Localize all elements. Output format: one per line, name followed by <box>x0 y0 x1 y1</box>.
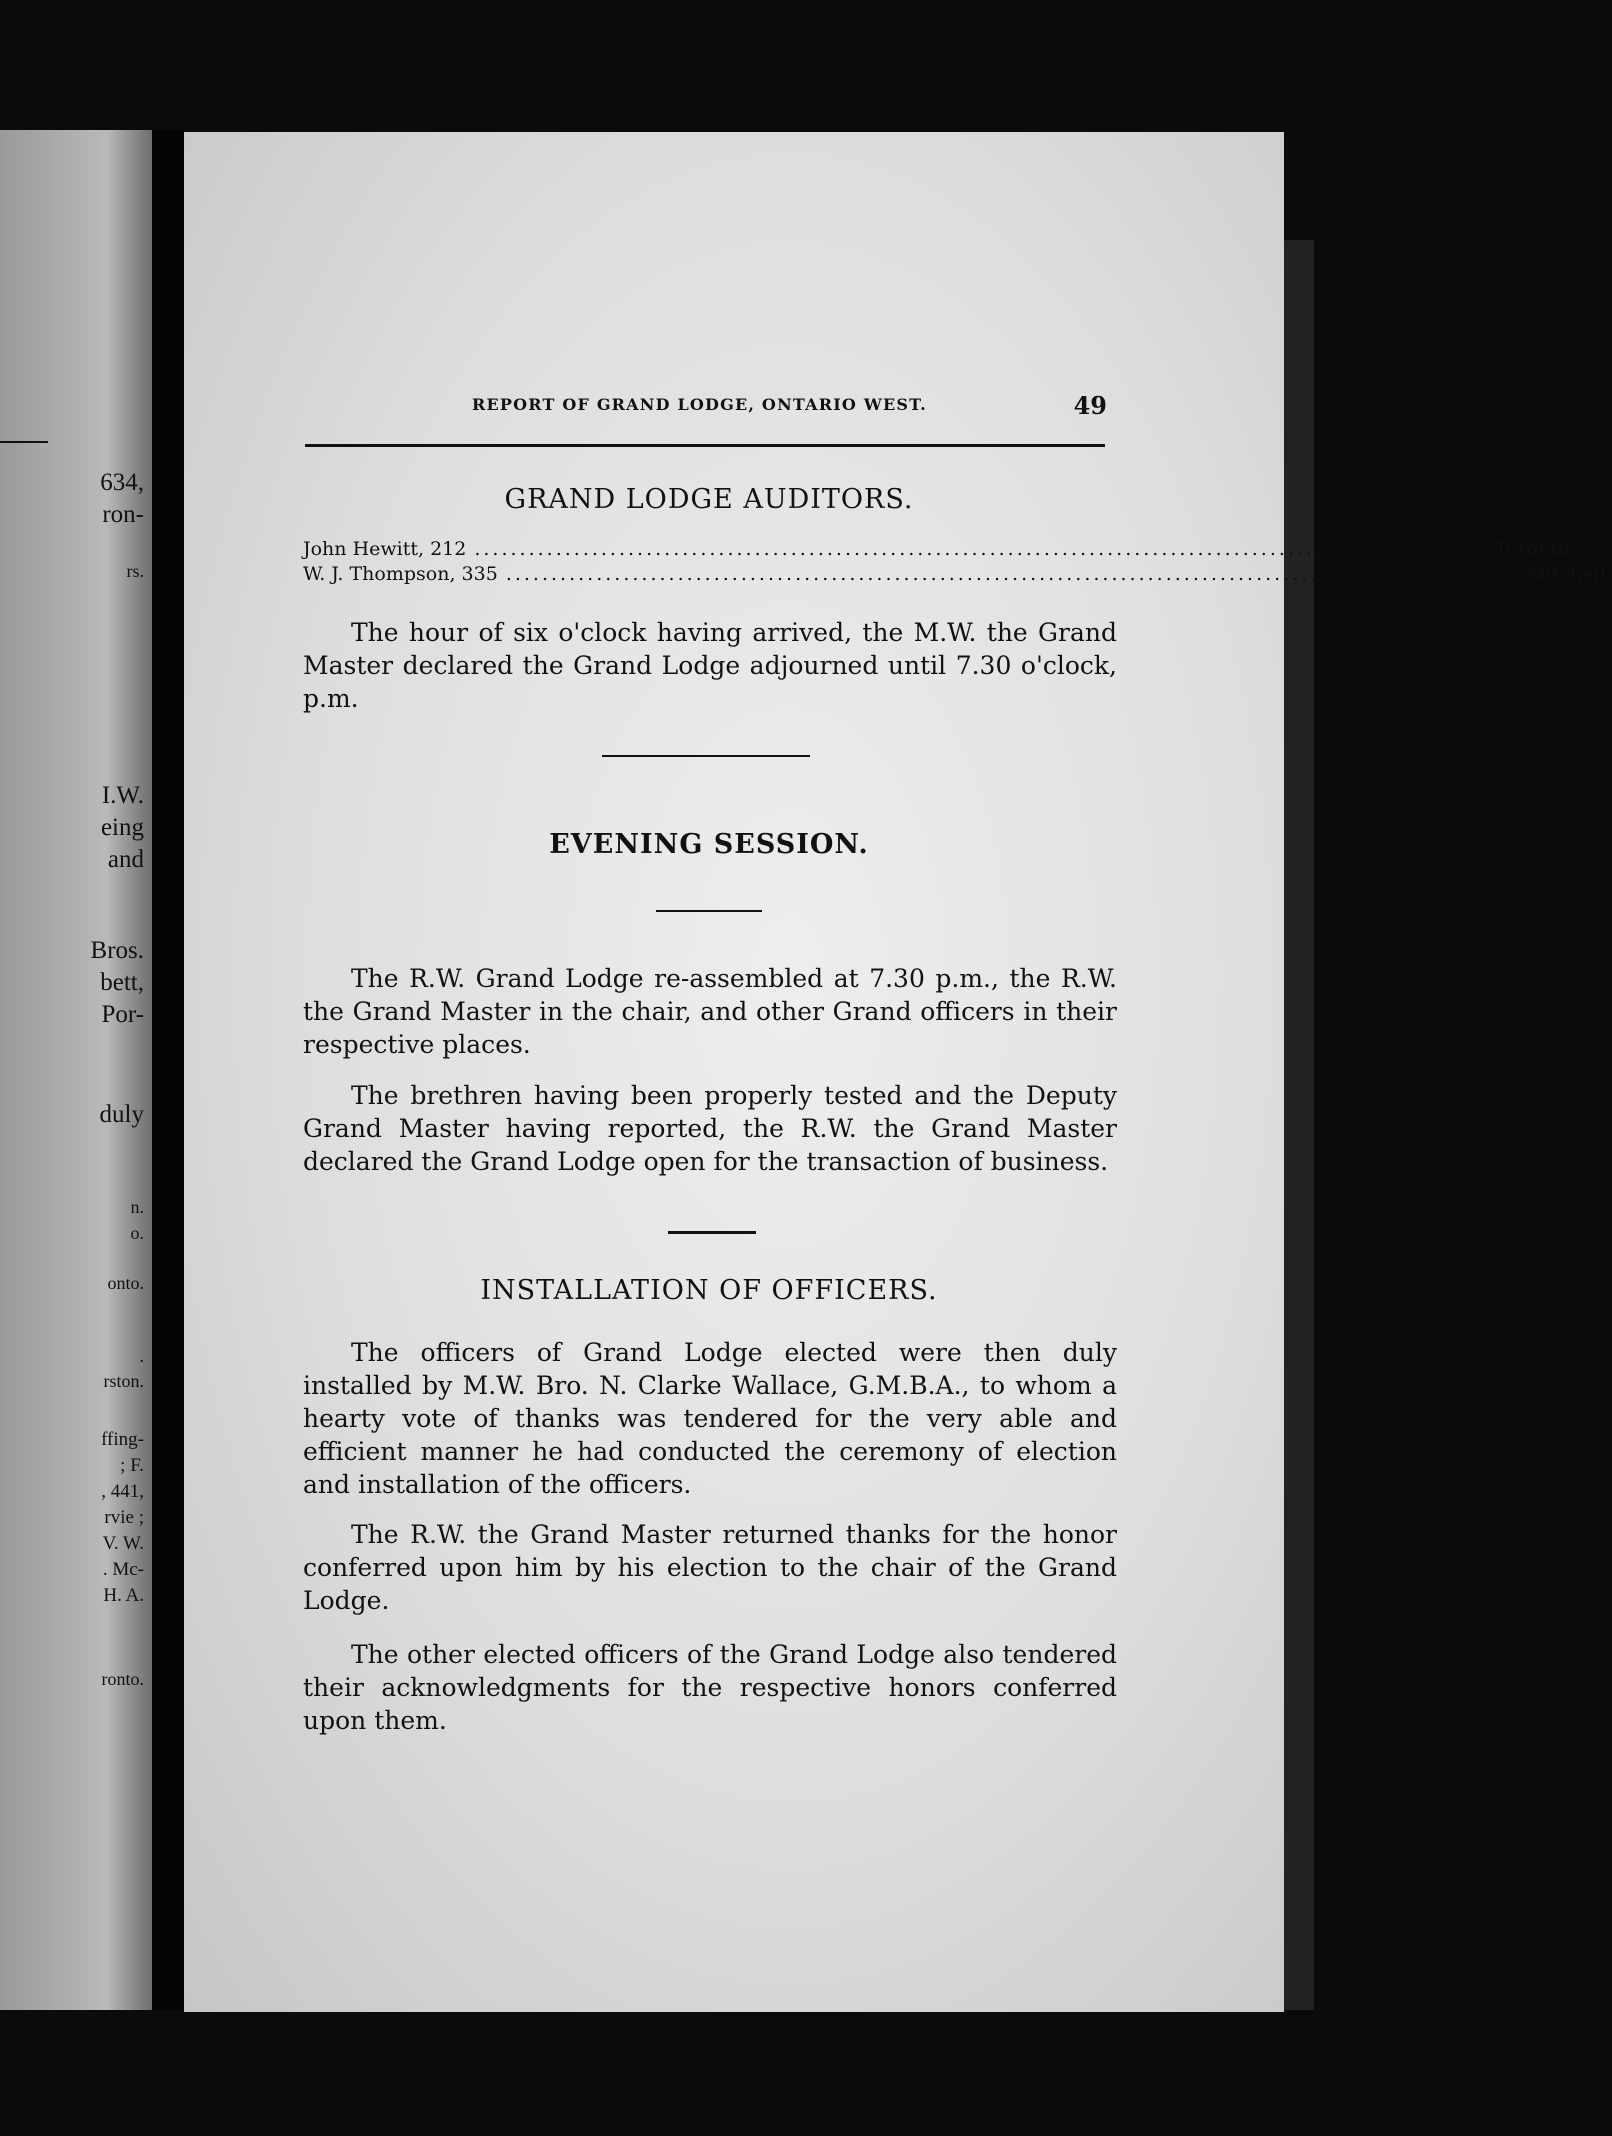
left-page-fragment: ffing- <box>101 1429 144 1450</box>
auditors-heading: GRAND LODGE AUDITORS. <box>504 484 914 515</box>
left-page-fragment: ron- <box>102 501 144 528</box>
auditor-row <box>303 538 1575 560</box>
evening-paragraph-1: The R.W. Grand Lodge re-assembled at 7.30 p.m., the R.W. the Grand Master in the chair, and other Grand officers in their respective places. <box>303 964 1117 1059</box>
evening-paragraph-2: The brethren having been properly tested and the Deputy Grand Master having reported, the R.W. the Grand Master declared the Grand Lodge open for the transaction of business. <box>303 1081 1117 1176</box>
left-page-fragment: H. A. <box>103 1585 144 1606</box>
leader-dots: ................................................................................................................ <box>505 563 1519 585</box>
section-rule <box>656 910 762 912</box>
left-page-fragment: rvie ; <box>104 1507 144 1528</box>
left-page-fragment: o. <box>130 1223 144 1243</box>
left-page-fragment: V. W. <box>102 1533 144 1554</box>
section-rule <box>668 1231 756 1234</box>
left-facing-page <box>0 130 152 2010</box>
left-page-fragment: bett, <box>100 969 144 996</box>
book-gutter <box>152 130 184 2010</box>
page-edge-shadow <box>1284 240 1314 2010</box>
left-page-fragment: rston. <box>103 1371 144 1391</box>
left-page-fragment: 634, <box>100 469 144 496</box>
running-head: REPORT OF GRAND LODGE, ONTARIO WEST. <box>472 395 927 414</box>
adjourn-paragraph: The hour of six o'clock having arrived, the M.W. the Grand Master declared the Grand Lodge adjourned until 7.30 o'clock, p.m. <box>303 618 1117 713</box>
section-rule <box>602 755 810 757</box>
leader-dots: ................................................................................................................ <box>474 538 1487 560</box>
left-page-fragment: Bros. <box>90 937 144 964</box>
left-page-rule <box>0 441 48 443</box>
left-page-fragment: I.W. <box>101 782 144 809</box>
left-page-fragment: and <box>107 846 144 873</box>
left-page-fragment: ronto. <box>101 1669 144 1689</box>
evening-session-heading: EVENING SESSION. <box>549 829 869 860</box>
left-page-fragment: . <box>139 1346 144 1366</box>
header-rule <box>305 444 1105 447</box>
left-page-fragment: eing <box>100 814 144 841</box>
auditor-place: Mitchell. <box>1526 563 1612 585</box>
left-page-fragment: . Mc- <box>102 1559 144 1580</box>
left-page-fragment: duly <box>99 1101 144 1128</box>
left-page-fragment: n. <box>130 1197 144 1217</box>
installation-paragraph-2: The R.W. the Grand Master returned thanks for the honor conferred upon him by his election to the chair of the Grand Lodge. <box>303 1520 1117 1615</box>
page-number: 49 <box>1073 391 1107 420</box>
auditor-place: Toronto. <box>1494 538 1575 560</box>
left-page-fragment: rs. <box>126 561 144 581</box>
auditor-name: John Hewitt, 212 <box>303 538 467 560</box>
installation-paragraph-3: The other elected officers of the Grand Lodge also tendered their acknowledgments for the respective honors conferred upon them. <box>303 1640 1117 1735</box>
installation-paragraph-1: The officers of Grand Lodge elected were then duly installed by M.W. Bro. N. Clarke Wallace, G.M.B.A., to whom a hearty vote of thanks was tendered for the very able and efficient manner he had conducted the ceremony of election and installation of the officers. <box>303 1338 1117 1499</box>
left-page-fragment: ; F. <box>120 1455 144 1476</box>
installation-heading: INSTALLATION OF OFFICERS. <box>480 1275 938 1306</box>
left-page-fragment: onto. <box>107 1273 144 1293</box>
page-header <box>307 391 1107 427</box>
auditor-row <box>303 563 1612 585</box>
left-page-fragment: Por- <box>101 1001 144 1028</box>
left-page-fragment: , 441, <box>101 1481 144 1502</box>
auditor-name: W. J. Thompson, 335 <box>303 563 498 585</box>
